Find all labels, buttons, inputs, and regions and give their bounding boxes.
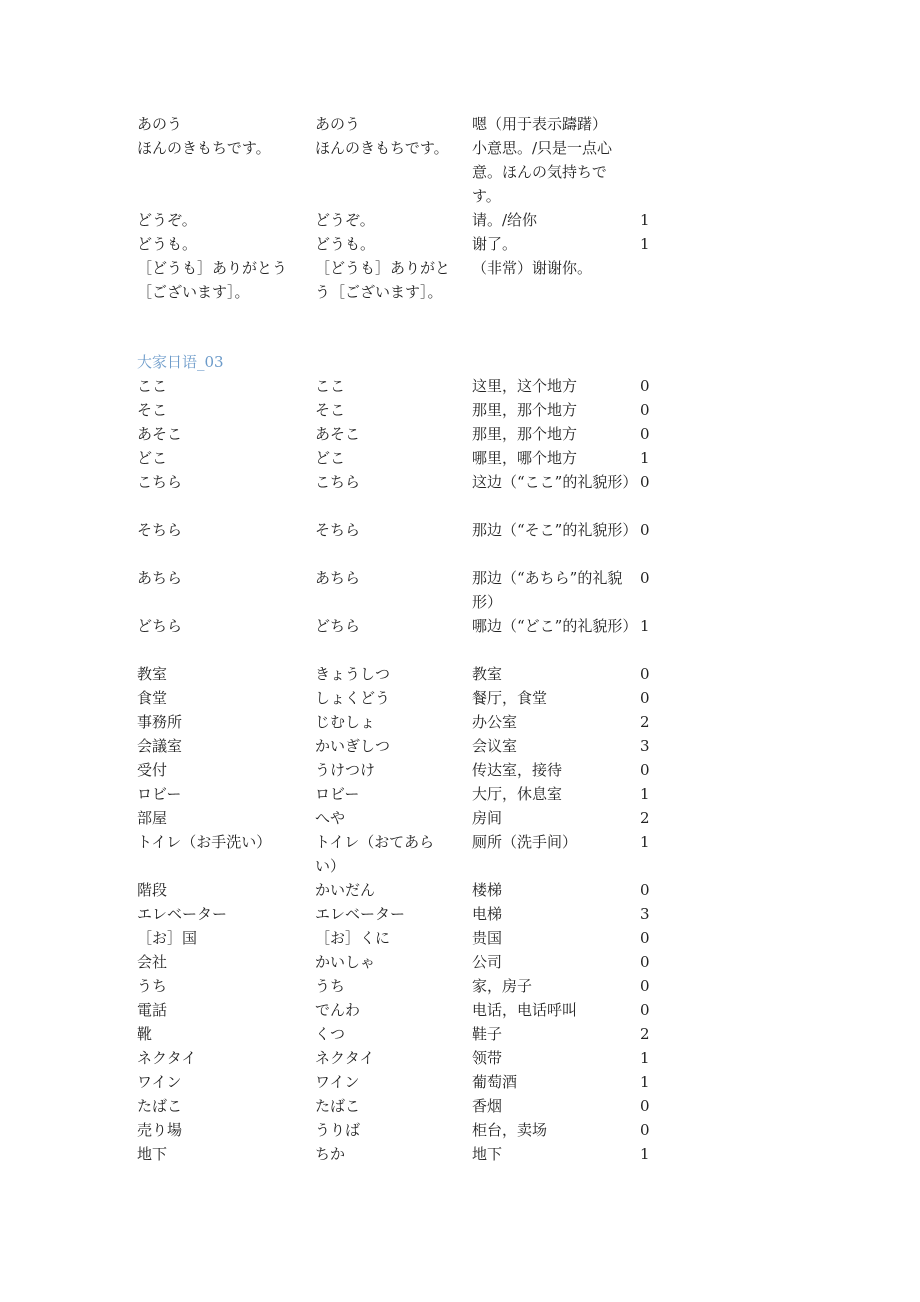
meaning-cell: 那边（“そこ”的礼貌形） bbox=[472, 521, 638, 539]
reading-cell: あちら bbox=[315, 569, 361, 587]
meaning-cell: 房间 bbox=[472, 809, 503, 827]
reading-cell: ロビー bbox=[315, 785, 360, 803]
word-cell: ほんのきもちです。 bbox=[137, 139, 271, 157]
reading-cell: ［どうも］ありがとう［ございます］。 bbox=[315, 259, 451, 301]
word-cell: ロビー bbox=[137, 785, 182, 803]
reading-cell: へや bbox=[315, 809, 346, 827]
reading-cell: ［お］くに bbox=[315, 929, 391, 947]
reading-cell: ネクタイ bbox=[315, 1049, 375, 1067]
accent-cell: 2 bbox=[640, 713, 650, 731]
word-cell: トイレ（お手洗い） bbox=[137, 833, 272, 851]
accent-cell: 0 bbox=[640, 401, 650, 419]
reading-cell: くつ bbox=[315, 1025, 346, 1043]
reading-cell: じむしょ bbox=[315, 713, 376, 731]
meaning-cell: 餐厅，食堂 bbox=[472, 689, 548, 707]
word-cell: たばこ bbox=[137, 1097, 183, 1115]
accent-cell: 1 bbox=[640, 617, 650, 635]
word-cell: ネクタイ bbox=[137, 1049, 197, 1067]
reading-cell: そこ bbox=[315, 401, 346, 419]
meaning-cell: 哪里，哪个地方 bbox=[472, 449, 578, 467]
meaning-cell: 大厅，休息室 bbox=[472, 785, 563, 803]
accent-cell: 0 bbox=[640, 569, 650, 587]
reading-cell: こちら bbox=[315, 473, 361, 491]
reading-cell: かいだん bbox=[315, 881, 376, 899]
reading-cell: しょくどう bbox=[315, 689, 391, 707]
word-cell: どこ bbox=[137, 449, 168, 467]
accent-cell: 0 bbox=[640, 689, 650, 707]
word-cell: あちら bbox=[137, 569, 183, 587]
meaning-cell: 那里，那个地方 bbox=[472, 425, 578, 443]
reading-cell: きょうしつ bbox=[315, 665, 391, 683]
meaning-cell: 地下 bbox=[472, 1145, 503, 1163]
meaning-cell: 传达室，接待 bbox=[472, 761, 563, 779]
meaning-cell: 这边（“ここ”的礼貌形） bbox=[472, 473, 638, 491]
word-cell: 会社 bbox=[137, 953, 168, 971]
meaning-cell: 家，房子 bbox=[472, 977, 533, 995]
reading-cell: かいしゃ bbox=[315, 953, 376, 971]
accent-cell: 0 bbox=[640, 881, 650, 899]
word-cell: 事務所 bbox=[137, 713, 183, 731]
meaning-cell: 贵国 bbox=[472, 929, 503, 947]
reading-cell: あのう bbox=[315, 115, 361, 133]
accent-cell: 0 bbox=[640, 1097, 650, 1115]
accent-cell: 1 bbox=[640, 1073, 650, 1091]
word-cell: あのう bbox=[137, 115, 183, 133]
meaning-cell: 香烟 bbox=[472, 1097, 503, 1115]
accent-cell: 0 bbox=[640, 473, 650, 491]
word-cell: うち bbox=[137, 977, 168, 995]
reading-cell: どこ bbox=[315, 449, 346, 467]
meaning-cell: 教室 bbox=[472, 665, 503, 683]
word-cell: 靴 bbox=[137, 1025, 153, 1043]
reading-cell: かいぎしつ bbox=[315, 737, 391, 755]
reading-cell: どうも。 bbox=[315, 235, 376, 253]
accent-cell: 0 bbox=[640, 761, 650, 779]
word-cell: ここ bbox=[137, 377, 168, 395]
meaning-cell: 这里，这个地方 bbox=[472, 377, 578, 395]
accent-cell: 3 bbox=[640, 905, 650, 923]
meaning-cell: 电梯 bbox=[472, 905, 503, 923]
accent-cell: 1 bbox=[640, 1145, 650, 1163]
reading-cell: トイレ（おてあらい） bbox=[315, 833, 435, 875]
meaning-cell: 那边（“あちら”的礼貌形） bbox=[472, 569, 623, 611]
word-cell: 階段 bbox=[137, 881, 168, 899]
word-cell: ［どうも］ありがとう［ございます］。 bbox=[137, 259, 288, 301]
reading-cell: エレベーター bbox=[315, 905, 406, 923]
accent-cell: 0 bbox=[640, 1121, 650, 1139]
word-cell: 会議室 bbox=[137, 737, 183, 755]
meaning-cell: 办公室 bbox=[472, 713, 518, 731]
reading-cell: でんわ bbox=[315, 1001, 361, 1019]
meaning-cell: 那里，那个地方 bbox=[472, 401, 578, 419]
meaning-cell: 柜台，卖场 bbox=[472, 1121, 548, 1139]
accent-cell: 0 bbox=[640, 1001, 650, 1019]
reading-cell: うち bbox=[315, 977, 346, 995]
reading-cell: そちら bbox=[315, 521, 361, 539]
word-cell: 受付 bbox=[137, 761, 168, 779]
word-cell: 部屋 bbox=[137, 809, 168, 827]
lesson-heading: 大家日语_03 bbox=[137, 353, 224, 371]
reading-cell: うりば bbox=[315, 1121, 361, 1139]
word-cell: ワイン bbox=[137, 1073, 182, 1091]
accent-cell: 2 bbox=[640, 1025, 650, 1043]
accent-cell: 1 bbox=[640, 235, 650, 253]
accent-cell: 0 bbox=[640, 377, 650, 395]
accent-cell: 1 bbox=[640, 833, 650, 851]
meaning-cell: 领带 bbox=[472, 1049, 503, 1067]
reading-cell: ワイン bbox=[315, 1073, 360, 1091]
accent-cell: 1 bbox=[640, 785, 650, 803]
word-cell: エレベーター bbox=[137, 905, 228, 923]
word-cell: 教室 bbox=[137, 665, 168, 683]
word-cell: あそこ bbox=[137, 425, 183, 443]
meaning-cell: 会议室 bbox=[472, 737, 518, 755]
accent-cell: 2 bbox=[640, 809, 650, 827]
meaning-cell: 谢了。 bbox=[472, 235, 518, 253]
meaning-cell: 鞋子 bbox=[472, 1025, 503, 1043]
word-cell: どうも。 bbox=[137, 235, 198, 253]
word-cell: 電話 bbox=[137, 1001, 168, 1019]
accent-cell: 0 bbox=[640, 665, 650, 683]
word-cell: どちら bbox=[137, 617, 183, 635]
reading-cell: あそこ bbox=[315, 425, 361, 443]
meaning-cell: 哪边（“どこ”的礼貌形） bbox=[472, 617, 638, 635]
accent-cell: 0 bbox=[640, 929, 650, 947]
accent-cell: 1 bbox=[640, 449, 650, 467]
meaning-cell: 葡萄酒 bbox=[472, 1073, 518, 1091]
accent-cell: 1 bbox=[640, 211, 650, 229]
word-cell: 食堂 bbox=[137, 689, 168, 707]
reading-cell: ちか bbox=[315, 1145, 346, 1163]
word-cell: こちら bbox=[137, 473, 183, 491]
meaning-cell: （非常）谢谢你。 bbox=[472, 259, 593, 277]
meaning-cell: 公司 bbox=[472, 953, 503, 971]
reading-cell: どちら bbox=[315, 617, 361, 635]
accent-cell: 1 bbox=[640, 1049, 650, 1067]
word-cell: そちら bbox=[137, 521, 183, 539]
reading-cell: ここ bbox=[315, 377, 346, 395]
meaning-cell: 电话，电话呼叫 bbox=[472, 1001, 578, 1019]
reading-cell: どうぞ。 bbox=[315, 211, 375, 229]
meaning-cell: 厕所（洗手间） bbox=[472, 833, 578, 851]
reading-cell: たばこ bbox=[315, 1097, 361, 1115]
meaning-cell: 嗯（用于表示躊躇） bbox=[472, 115, 608, 133]
word-cell: 地下 bbox=[137, 1145, 168, 1163]
accent-cell: 3 bbox=[640, 737, 650, 755]
accent-cell: 0 bbox=[640, 521, 650, 539]
accent-cell: 0 bbox=[640, 425, 650, 443]
accent-cell: 0 bbox=[640, 977, 650, 995]
meaning-cell: 楼梯 bbox=[472, 881, 503, 899]
reading-cell: ほんのきもちです。 bbox=[315, 139, 449, 157]
word-cell: そこ bbox=[137, 401, 168, 419]
meaning-cell: 小意思。/只是一点心意。ほんの気持ちです。 bbox=[472, 139, 613, 205]
accent-cell: 0 bbox=[640, 953, 650, 971]
reading-cell: うけつけ bbox=[315, 761, 376, 779]
word-cell: 売り場 bbox=[137, 1121, 183, 1139]
meaning-cell: 请。/给你 bbox=[472, 211, 538, 229]
word-cell: ［お］国 bbox=[137, 929, 198, 947]
word-cell: どうぞ。 bbox=[137, 211, 197, 229]
